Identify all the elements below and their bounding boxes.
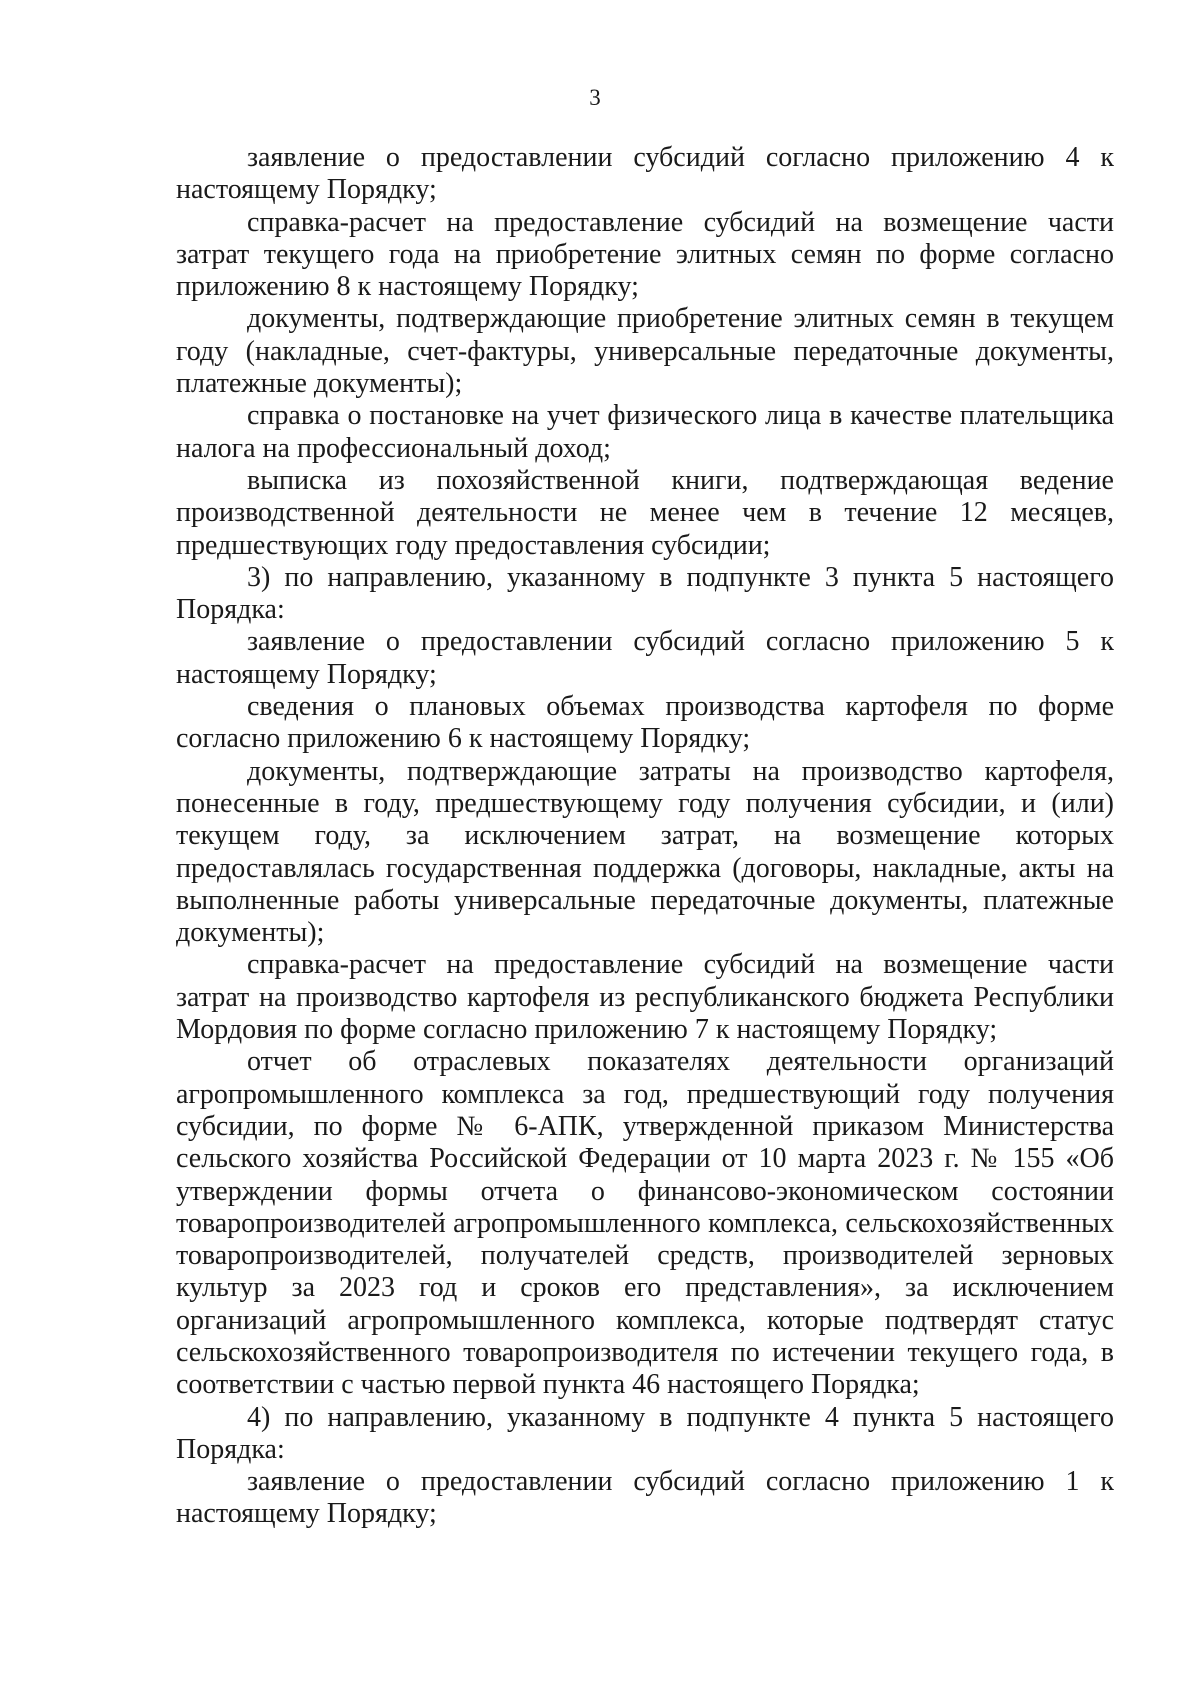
paragraph-household-book-extract: выписка из похозяйственной книги, подтверждающая ведение производственной деятельности не менее чем в течение 12 месяцев, предшествующих году предоставления субсидии; [176,464,1114,561]
paragraph-industry-report-6-apk: отчет об отраслевых показателях деятельности организаций агропромышленного комплекса за год, предшествующий году получения субсидии, по форме № 6-АПК, утвержденной приказом Министерства сельского хозяйства Российской Федерации от 10 марта 2023 г. № 155 «Об утверждении формы отчета о финансово-экономическом состоянии товаропроизводителей агропромышленного комплекса, сельскохозяйственных товаропроизводителей, получателей средств, производителей зерновых культур за 2023 год и сроков его представления», за исключением организаций агропромышленного комплекса, которые подтвердят статус сельскохозяйственного товаропроизводителя по истечении текущего года, в соответствии с частью первой пункта 46 настоящего Порядка; [176,1046,1114,1401]
paragraph-application-appendix-1: заявление о предоставлении субсидий согласно приложению 1 к настоящему Порядку; [176,1466,1114,1530]
paragraph-application-appendix-5: заявление о предоставлении субсидий согласно приложению 5 к настоящему Порядку; [176,626,1114,690]
paragraph-potato-production-plan: сведения о плановых объемах производства картофеля по форме согласно приложению 6 к настоящему Порядку; [176,691,1114,755]
paragraph-seed-purchase-documents: документы, подтверждающие приобретение элитных семян в текущем году (накладные, счет-фактуры, универсальные передаточные документы, платежные документы); [176,303,1114,400]
paragraph-application-appendix-4: заявление о предоставлении субсидий согласно приложению 4 к настоящему Порядку; [176,142,1114,206]
paragraph-item-4-heading: 4) по направлению, указанному в подпункте 4 пункта 5 настоящего Порядка: [176,1401,1114,1465]
document-body [176,142,1114,1531]
paragraph-potato-cost-documents: документы, подтверждающие затраты на производство картофеля, понесенные в году, предшествующему году получения субсидии, и (или) текущем году, за исключением затрат, на возмещение которых предоставлялась государственная поддержка (договоры, накладные, акты на выполненные работы универсальные передаточные документы, платежные документы); [176,755,1114,949]
paragraph-item-3-heading: 3) по направлению, указанному в подпункте 3 пункта 5 настоящего Порядка: [176,561,1114,626]
paragraph-calculation-elite-seeds: справка-расчет на предоставление субсидий на возмещение части затрат текущего года на приобретение элитных семян по форме согласно приложению 8 к настоящему Порядку; [176,206,1114,303]
paragraph-tax-registration-certificate: справка о постановке на учет физического лица в качестве плательщика налога на профессиональный доход; [176,400,1114,464]
paragraph-calculation-potato: справка-расчет на предоставление субсидий на возмещение части затрат на производство картофеля из республиканского бюджета Республики Мордовия по форме согласно приложению 7 к настоящему Порядку; [176,949,1114,1046]
page-number: 3 [589,85,601,110]
